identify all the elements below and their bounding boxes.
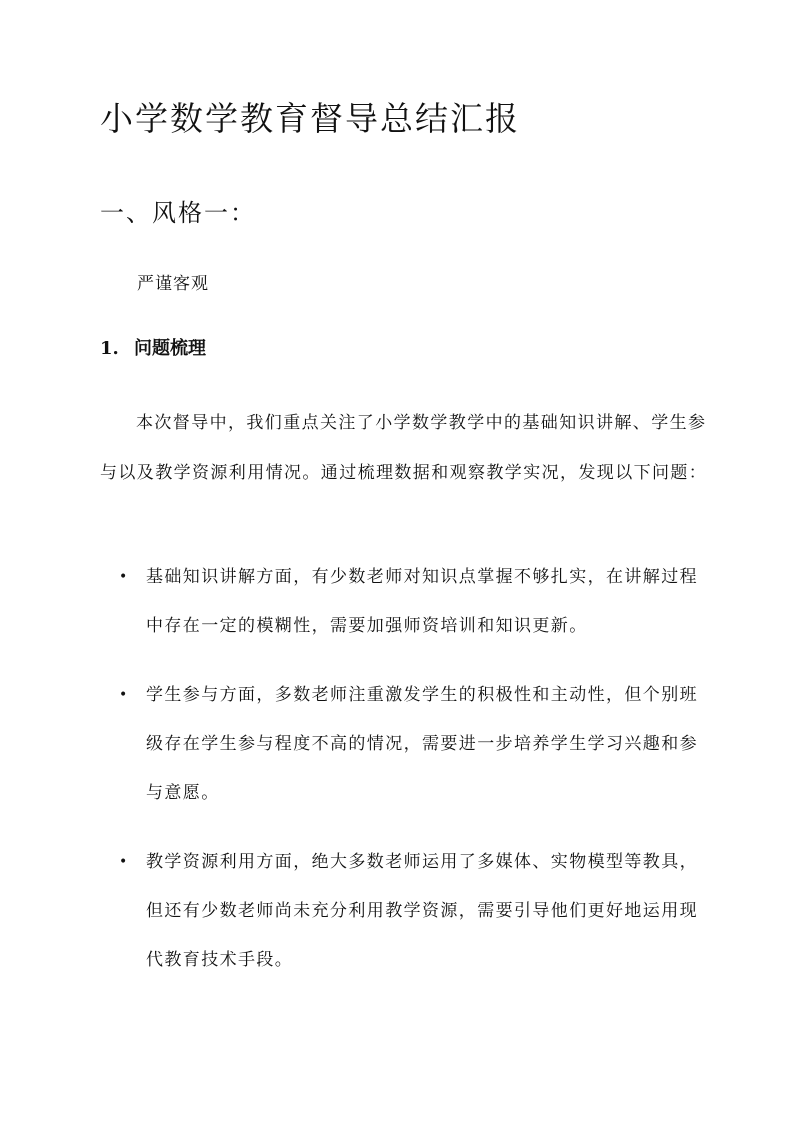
list-item-text: 教学资源利用方面，绝大多数老师运用了多媒体、实物模型等教具，但还有少数老师尚未充分利用教学资源，需要引导他们更好地运用现代教育技术手段。 (146, 852, 698, 970)
list-item (100, 671, 700, 818)
list-item-text: 基础知识讲解方面，有少数老师对知识点掌握不够扎实，在讲解过程中存在一定的模糊性，需要加强师资培训和知识更新。 (146, 567, 698, 636)
list-item (100, 553, 700, 651)
issue-list (100, 553, 700, 1005)
bullet-icon: • (119, 687, 129, 703)
list-item-text: 学生参与方面，多数老师注重激发学生的积极性和主动性，但个别班级存在学生参与程度不高的情况，需要进一步培养学生学习兴趣和参与意愿。 (146, 685, 698, 803)
section-heading: 一、风格一： (100, 199, 256, 227)
list-item (100, 838, 700, 985)
subsection-heading (100, 335, 206, 363)
style-description: 严谨客观 (137, 274, 209, 294)
subsection-number: 1. (100, 338, 119, 359)
bullet-icon: • (119, 854, 129, 870)
bullet-icon: • (119, 569, 129, 585)
intro-paragraph: 本次督导中，我们重点关注了小学数学教学中的基础知识讲解、学生参与以及教学资源利用情况。通过梳理数据和观察教学实况，发现以下问题： (100, 413, 708, 483)
subsection-label: 问题梳理 (134, 338, 206, 359)
document-title: 小学数学教育督导总结汇报 (100, 99, 520, 138)
